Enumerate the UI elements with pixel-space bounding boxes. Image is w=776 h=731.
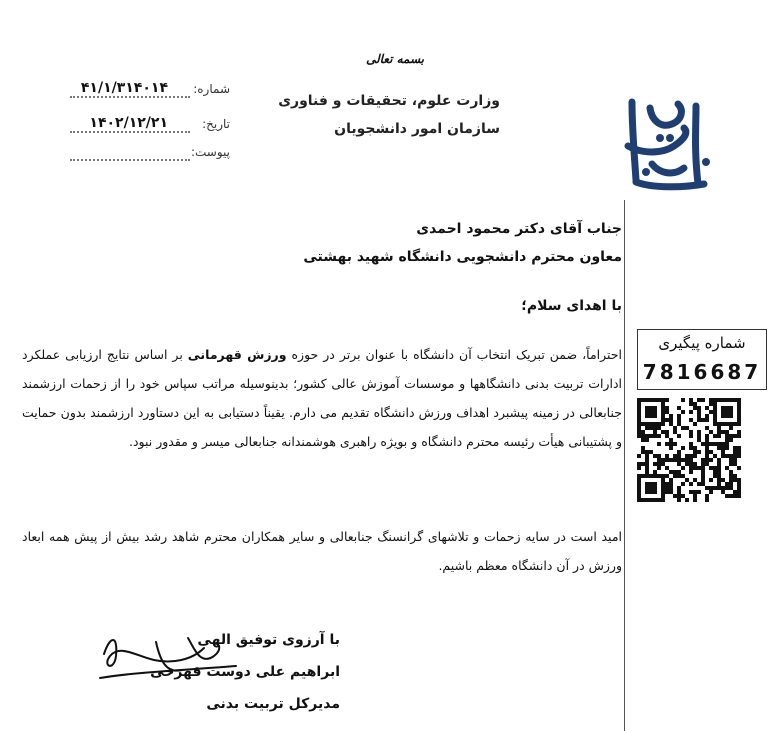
- attachment-row: [60, 143, 230, 165]
- vertical-divider: [624, 200, 625, 731]
- letter-date-label: تاریخ:: [202, 117, 230, 131]
- body-text: احتراماً، ضمن تبریک انتخاب آن دانشگاه با عنوان برتر در حوزه: [286, 347, 622, 362]
- body-paragraph-2: امید است در سایه زحمات و تلاشهای گرانسنگ جنابعالی و سایر همکاران محترم شاهد رشد بیش از پیش همه ابعاد ورزش در آن دانشگاه معظم باشیم.: [22, 529, 622, 573]
- letter-number-label: شماره:: [193, 82, 230, 96]
- letter-number-row: [60, 80, 230, 102]
- letter-date-value: ۱۴۰۲/۱۲/۲۱: [89, 115, 168, 131]
- highlighted-field: ورزش قهرمانی: [187, 347, 287, 362]
- dotted-line: [70, 159, 190, 161]
- closing-wish: با آرزوی توفیق الهی: [197, 632, 340, 648]
- tracking-number: 7816687: [642, 360, 762, 384]
- tracking-box: [637, 329, 767, 390]
- signatory-title: مدیرکل تربیت بدنی: [206, 696, 340, 712]
- organization-logo-icon: [612, 88, 720, 198]
- addressee-name: جناب آقای دکتر محمود احمدی: [416, 221, 622, 237]
- signatory-name: ابراهیم علی دوست قهرخی: [150, 664, 340, 680]
- body-paragraph-1: [22, 340, 622, 456]
- dotted-line: [70, 96, 190, 98]
- basmala: بسمه تعالی: [365, 52, 425, 66]
- tracking-label: شماره پیگیری: [658, 334, 746, 352]
- letter-date-row: [60, 115, 230, 137]
- qr-code-icon: [637, 398, 741, 502]
- attachment-label: پیوست:: [190, 145, 230, 159]
- ministry-name: وزارت علوم، تحقیقات و فناوری: [278, 93, 500, 109]
- greeting: با اهدای سلام؛: [521, 298, 622, 314]
- dotted-line: [70, 131, 190, 133]
- letter-number-value: ۴۱/۱/۳۱۴۰۱۴: [80, 80, 168, 96]
- addressee-title: معاون محترم دانشجویی دانشگاه شهید بهشتی: [303, 249, 622, 265]
- body-text: بر اساس نتایج ارزیابی عملکرد ادارات تربیت بدنی دانشگاهها و موسسات آموزش عالی کشور؛ بدینوسیله مراتب سپاس خود را از زحمات ارزشمند جنابعالی در زمینه پیشبرد اهداف ورزش دانشگاه تقدیم می دارم. یقیناً دستیابی به این دستاورد ارزشمند بدون حمایت و پشتیبانی هیأت رئیسه محترم دانشگاه و بویژه راهبری هوشمندانه جنابعالی میسر و مقدور نبود.: [22, 347, 622, 449]
- organization-name: سازمان امور دانشجویان: [334, 121, 500, 137]
